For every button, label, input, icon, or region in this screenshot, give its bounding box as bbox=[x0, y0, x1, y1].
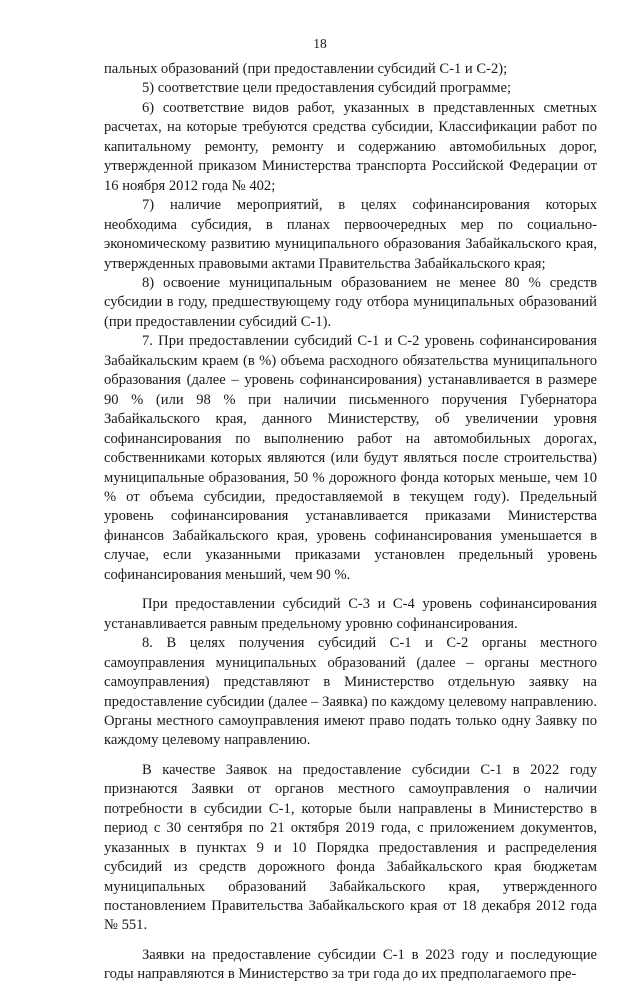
paragraph-subsidies-c3-c4: При предоставлении субсидий С-3 и С-4 уровень софинансирования устанавливается равным предельному уровню софинансирования. bbox=[104, 596, 597, 632]
page-number: 18 bbox=[313, 36, 327, 51]
paragraph-item-8: 8) освоение муниципальным образованием не менее 80 % средств субсидии в году, предшествующему году отбора муниципальных образований (при предоставлении субсидий С-1). bbox=[104, 274, 597, 330]
paragraph-item-5: 5) соответствие цели предоставления субсидий программе; bbox=[142, 80, 511, 97]
paragraph-applications-2023: Заявки на предоставление субсидии С-1 в 2023 году и последующие годы направляются в Министерство за три года до их предполагаемого пре- bbox=[104, 946, 597, 983]
paragraph-continuation: пальных образований (при предоставлении субсидий С-1 и С-2); bbox=[104, 61, 508, 77]
paragraph-clause-8: 8. В целях получения субсидий С-1 и С-2 органы местного самоуправления муниципальных образований (далее – органы местного самоуправления) представляют в Министерство отдельную заявку на предоставление субсидии (далее – Заявка) по каждому целевому направлению. Органы местного самоуправления имеют право подать только одну Заявку по каждому целевому направлению. bbox=[104, 635, 597, 749]
document-body bbox=[104, 60, 597, 985]
paragraph-item-7: 7) наличие мероприятий, в целях софинансирования которых необходима субсидия, в планах первоочередных мер по социально-экономическому развитию муниципального образования Забайкальского края, утвержденных правовыми актами Правительства Забайкальского края; bbox=[104, 197, 597, 272]
paragraph-item-6: 6) соответствие видов работ, указанных в представленных сметных расчетах, на которые требуются средства субсидии, Классификации работ по капитальному ремонту, ремонту и содержанию автомобильных дорог, утвержденной приказом Министерства транспорта Российской Федерации от 16 ноября 2012 года № 402; bbox=[104, 99, 597, 194]
paragraph-clause-7: 7. При предоставлении субсидий С-1 и С-2 уровень софинансирования Забайкальским краем (в %) объема расходного обязательства муниципального образования (далее – уровень софинансирования) устанавливается в размере 90 % (или 98 % при наличии письменного поручения Губернатора Забайкальского края, данного Министерству, об увеличении уровня софинансирования по выполнению работ на автомобильных дорогах, собственниками которых являются (или будут являться после строительства) муниципальные образования, 50 % дорожного фонда которых меньше, чем 10 % от объема субсидии, предоставляемой в текущем году). Предельный уровень софинансирования устанавливается приказами Министерства финансов Забайкальского края, уровень софинансирования уменьшается в случае, если указанными приказами установлен предельный уровень софинансирования меньший, чем 90 %. bbox=[104, 333, 597, 583]
paragraph-applications-2022: В качестве Заявок на предоставление субсидии С-1 в 2022 году признаются Заявки от органов местного самоуправления о наличии потребности в субсидии С-1, которые были направлены в Министерство в период с 30 сентября по 21 октября 2019 года, с приложением документов, указанных в пунктах 9 и 10 Порядка предоставления и распределения субсидий из средств дорожного фонда Забайкальского края бюджетам муниципальных образований Забайкальского края, утвержденного постановлением Правительства Забайкальского края от 18 декабря 2012 года № 551. bbox=[104, 761, 597, 934]
